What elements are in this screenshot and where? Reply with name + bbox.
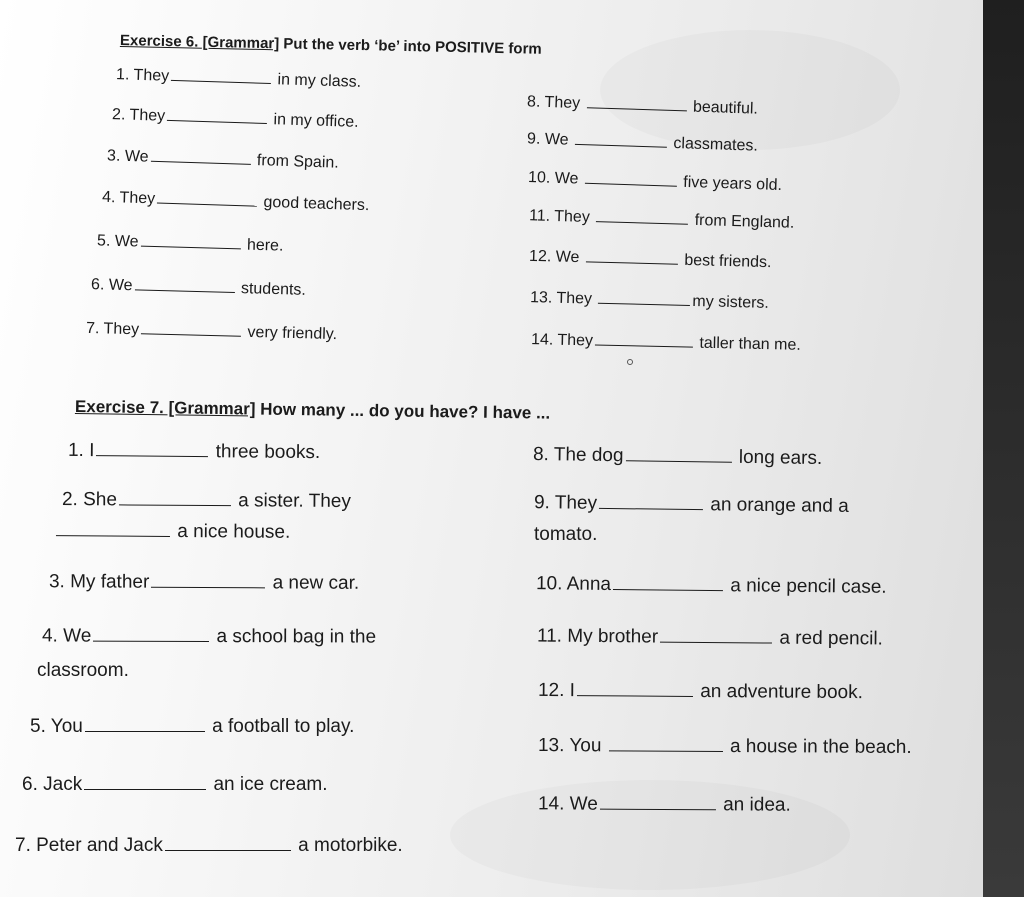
- answer-blank[interactable]: [134, 288, 234, 293]
- ex6-item-8-post: beautiful.: [692, 98, 759, 118]
- ex6-item-10-pre: 10. We: [527, 169, 579, 188]
- ex6-item-10-post: five years old.: [683, 173, 783, 194]
- exercise6-heading-text: Put the verb ‘be’ into POSITIVE form: [279, 35, 542, 58]
- answer-blank[interactable]: [599, 507, 703, 510]
- ex6-item-4-pre: 4. They: [101, 188, 156, 208]
- ex7-item-2-cont: [56, 520, 290, 544]
- ex6-item-1-post: in my class.: [277, 71, 362, 91]
- ex7-item-8-post: long ears.: [738, 446, 823, 470]
- ex7-item-1-post: three books.: [215, 441, 321, 464]
- answer-blank[interactable]: [613, 588, 723, 591]
- ex6-item-9-pre: 9. We: [526, 130, 569, 149]
- ex7-item-6-pre: 6. Jack: [22, 774, 83, 795]
- ex6-item-11-post: from England.: [694, 211, 795, 232]
- ex6-item-7-pre: 7. They: [85, 319, 140, 339]
- ex7-item-6: [22, 774, 328, 796]
- ex7-item-7-post: a motorbike.: [298, 835, 403, 856]
- ex6-item-1-pre: 1. They: [115, 66, 170, 85]
- answer-blank[interactable]: [167, 119, 267, 124]
- ex6-item-6-post: students.: [240, 280, 307, 299]
- ex6-item-3-pre: 3. We: [106, 147, 149, 166]
- ex6-item-3: [107, 147, 339, 172]
- ex7-item-2: [62, 489, 351, 513]
- answer-blank[interactable]: [586, 260, 678, 264]
- exercise6-heading-title: Exercise 6. [Grammar]: [119, 32, 280, 53]
- ex6-item-14-post: taller than me.: [699, 334, 801, 354]
- ex7-item-13-pre: 13. You: [537, 735, 602, 757]
- ex6-item-10: [528, 169, 782, 195]
- answer-blank[interactable]: [119, 503, 231, 506]
- ex7-item-3-pre: 3. My father: [48, 571, 150, 593]
- ex6-item-12-post: best friends.: [684, 251, 772, 272]
- exercise7-heading: [75, 397, 550, 424]
- pen-dot: [627, 359, 633, 365]
- answer-blank[interactable]: [157, 202, 257, 207]
- ex7-item-14-pre: 14. We: [537, 793, 598, 815]
- ex7-item-5-post: a football to play.: [212, 716, 355, 737]
- ex7-item-1-pre: 1. I: [67, 439, 95, 462]
- ex7-item-10-pre: 10. Anna: [535, 573, 612, 595]
- ex7-item-2-pre: 2. She: [61, 488, 118, 511]
- answer-blank[interactable]: [84, 788, 206, 790]
- ex7-item-8-pre: 8. The dog: [532, 443, 624, 467]
- ex7-item-4-cont-pre: classroom.: [37, 660, 129, 681]
- ex6-item-7-post: very friendly.: [247, 323, 338, 344]
- answer-blank[interactable]: [140, 245, 240, 250]
- ex6-item-5: [97, 232, 284, 255]
- dark-background-edge: [983, 0, 1024, 897]
- ex7-item-5: [30, 716, 354, 738]
- answer-blank[interactable]: [141, 332, 241, 336]
- answer-blank[interactable]: [598, 302, 690, 306]
- ex7-item-14-post: an idea.: [723, 794, 791, 816]
- answer-blank[interactable]: [85, 730, 205, 732]
- ex7-item-10: [536, 573, 887, 599]
- ex6-item-3-post: from Spain.: [256, 152, 339, 172]
- ex7-item-6-post: an ice cream.: [213, 774, 328, 795]
- ex7-item-13-post: a house in the beach.: [729, 736, 912, 758]
- ex6-item-2-pre: 2. They: [111, 106, 166, 125]
- ex6-item-14-pre: 14. They: [530, 331, 594, 350]
- ex7-item-2-cont-post: a nice house.: [177, 521, 291, 543]
- ex7-item-12-post: an adventure book.: [700, 680, 864, 704]
- answer-blank[interactable]: [600, 808, 716, 811]
- ex7-item-9-pre: 9. They: [533, 492, 598, 514]
- ex6-item-9-post: classmates.: [673, 134, 759, 155]
- ex6-item-1: [116, 66, 362, 92]
- answer-blank[interactable]: [96, 454, 208, 457]
- paper-smudge: [600, 30, 900, 150]
- ex7-item-4-pre: 4. We: [41, 625, 92, 647]
- ex7-item-7-pre: 7. Peter and Jack: [15, 835, 163, 856]
- ex6-item-6-pre: 6. We: [90, 276, 133, 295]
- ex7-item-7: [15, 835, 403, 857]
- ex7-item-11: [537, 625, 883, 650]
- ex6-item-12-pre: 12. We: [528, 247, 580, 267]
- ex7-item-9-post: an orange and a: [710, 494, 849, 517]
- exercise7-heading-title: Exercise 7. [Grammar]: [74, 397, 256, 419]
- ex6-item-2: [112, 106, 359, 132]
- ex7-item-2-post: a sister. They: [238, 490, 351, 513]
- ex7-item-3-post: a new car.: [272, 572, 360, 594]
- ex7-item-9: [534, 492, 849, 518]
- answer-blank[interactable]: [609, 749, 723, 752]
- answer-blank[interactable]: [171, 79, 271, 84]
- answer-blank[interactable]: [165, 849, 291, 851]
- answer-blank[interactable]: [625, 459, 731, 462]
- ex7-item-9-cont: [534, 524, 597, 546]
- ex6-item-13-post: my sisters.: [692, 293, 770, 312]
- ex6-item-13: [530, 289, 769, 313]
- ex6-item-7: [86, 320, 337, 344]
- ex6-item-11-pre: 11. They: [528, 207, 591, 226]
- answer-blank[interactable]: [56, 534, 170, 537]
- ex6-item-4-post: good teachers.: [263, 193, 370, 215]
- ex7-item-14: [538, 793, 791, 816]
- ex7-item-1: [68, 440, 320, 464]
- answer-blank[interactable]: [660, 641, 772, 644]
- ex7-item-12-pre: 12. I: [537, 679, 576, 702]
- ex7-item-12: [538, 680, 863, 704]
- answer-blank[interactable]: [586, 106, 686, 111]
- ex6-item-13-pre: 13. They: [529, 289, 593, 308]
- answer-blank[interactable]: [585, 182, 677, 187]
- ex6-item-11: [529, 207, 795, 232]
- answer-blank[interactable]: [575, 143, 667, 148]
- ex6-item-12: [529, 248, 772, 272]
- ex7-item-8: [533, 444, 823, 470]
- ex6-item-14: [531, 331, 801, 355]
- answer-blank[interactable]: [596, 220, 688, 225]
- ex6-item-8-pre: 8. They: [526, 93, 581, 113]
- ex7-item-11-pre: 11. My brother: [536, 625, 659, 648]
- ex7-item-3: [49, 571, 359, 595]
- answer-blank[interactable]: [150, 160, 250, 165]
- ex7-item-4-cont: [37, 660, 129, 682]
- answer-blank[interactable]: [577, 694, 693, 697]
- ex7-item-9-cont-pre: tomato.: [534, 524, 598, 545]
- exercise7-heading-text: How many ... do you have? I have ...: [255, 399, 551, 423]
- ex6-item-2-post: in my office.: [273, 111, 359, 131]
- ex7-item-11-post: a red pencil.: [779, 627, 883, 650]
- ex6-item-5-post: here.: [246, 236, 284, 255]
- ex6-item-4: [102, 189, 370, 215]
- ex7-item-10-post: a nice pencil case.: [730, 575, 887, 598]
- ex7-item-5-pre: 5. You: [30, 716, 83, 737]
- answer-blank[interactable]: [595, 344, 693, 348]
- exercise6-heading: [120, 32, 542, 58]
- ex6-item-5-pre: 5. We: [96, 232, 139, 251]
- ex6-item-6: [91, 276, 306, 300]
- ex7-item-13: [538, 735, 912, 759]
- ex7-item-4: [42, 625, 376, 648]
- ex7-item-4-post: a school bag in the: [216, 626, 377, 648]
- answer-blank[interactable]: [93, 640, 209, 642]
- answer-blank[interactable]: [151, 586, 265, 589]
